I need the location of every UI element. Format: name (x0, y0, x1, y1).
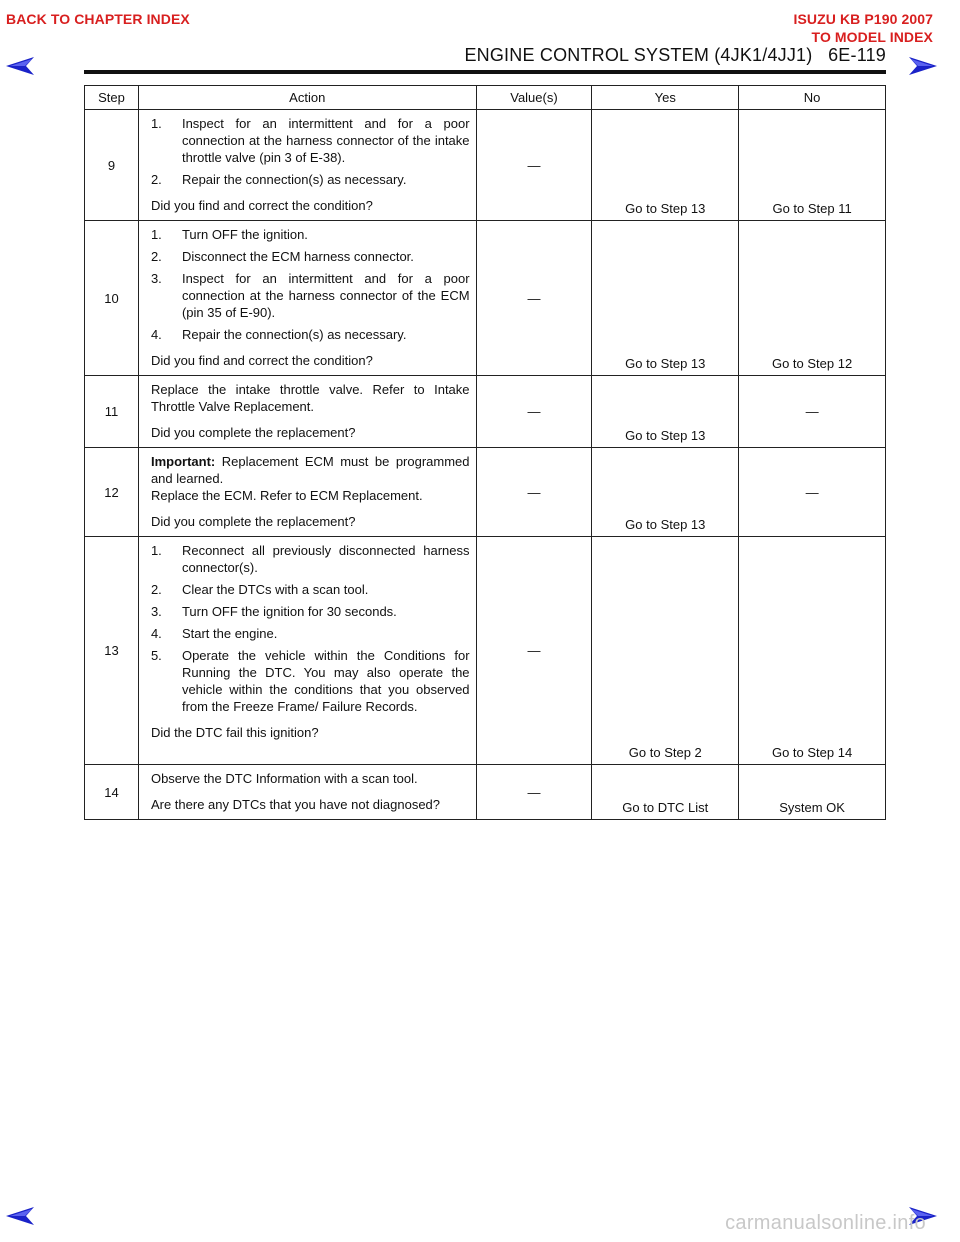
table-header-row (85, 86, 886, 110)
previous-page-arrow-icon[interactable] (4, 55, 36, 77)
step-number: 10 (85, 221, 139, 376)
action-item: 5. Operate the vehicle within the Conditions for Running the DTC. You may also operate the vehicle within the conditions that you observed from the Freeze Frame/ Failure Records. (150, 648, 470, 714)
action-question: Did you find and correct the condition? (150, 353, 373, 368)
action-list (151, 115, 470, 188)
important-note (151, 453, 470, 487)
step-number: 12 (85, 448, 139, 537)
table-row (85, 376, 886, 448)
action-question: Did you complete the replacement? (150, 425, 356, 440)
watermark: carmanualsonline.info (725, 1212, 926, 1234)
page-header (84, 45, 886, 66)
no-cell: — (739, 448, 886, 537)
important-label: Important: (150, 454, 216, 469)
table-row (85, 110, 886, 221)
back-to-chapter-index-link[interactable]: BACK TO CHAPTER INDEX (6, 11, 190, 27)
step-number: 14 (85, 765, 139, 820)
table-row (85, 765, 886, 820)
column-header-step: Step (85, 86, 139, 110)
step-number: 11 (85, 376, 139, 448)
action-cell (138, 448, 476, 537)
action-item: 2. Disconnect the ECM harness connector. (150, 249, 414, 264)
value-cell: — (476, 765, 592, 820)
action-item: 3. Turn OFF the ignition for 30 seconds. (150, 604, 397, 619)
no-cell: Go to Step 14 (739, 537, 886, 765)
header-rule (84, 70, 886, 74)
to-model-index-link[interactable]: TO MODEL INDEX (811, 29, 933, 45)
yes-cell: Go to Step 13 (592, 110, 739, 221)
page-number: 6E-119 (828, 45, 886, 65)
action-question: Did you complete the replacement? (150, 514, 356, 529)
yes-cell: Go to DTC List (592, 765, 739, 820)
yes-cell: Go to Step 13 (592, 448, 739, 537)
action-question: Did the DTC fail this ignition? (150, 725, 319, 740)
action-item: 4. Repair the connection(s) as necessary. (150, 327, 407, 342)
action-item: 2. Repair the connection(s) as necessary. (150, 172, 407, 187)
value-cell: — (476, 376, 592, 448)
action-text: Observe the DTC Information with a scan tool. (150, 771, 418, 786)
action-cell (138, 221, 476, 376)
action-text: Replace the ECM. Refer to ECM Replacement. (150, 488, 423, 503)
column-header-yes: Yes (592, 86, 739, 110)
step-number: 9 (85, 110, 139, 221)
action-item: 1. Turn OFF the ignition. (150, 227, 308, 242)
important-text: Replacement ECM must be programmed and learned. (150, 454, 470, 486)
value-cell: — (476, 221, 592, 376)
action-cell (138, 537, 476, 765)
action-text: Replace the intake throttle valve. Refer to Intake Throttle Valve Replacement. (150, 382, 470, 414)
action-cell (138, 376, 476, 448)
action-cell (138, 110, 476, 221)
action-item: 1. Inspect for an intermittent and for a poor connection at the harness connector of the intake throttle valve (pin 3 of E-38). (150, 116, 470, 165)
action-item: 2. Clear the DTCs with a scan tool. (150, 582, 369, 597)
table-row (85, 221, 886, 376)
action-question: Are there any DTCs that you have not diagnosed? (150, 797, 441, 812)
no-cell: System OK (739, 765, 886, 820)
value-cell: — (476, 448, 592, 537)
section-title: ENGINE CONTROL SYSTEM (4JK1/4JJ1) (464, 45, 813, 65)
value-cell: — (476, 537, 592, 765)
action-question: Did you find and correct the condition? (150, 198, 373, 213)
step-number: 13 (85, 537, 139, 765)
yes-cell: Go to Step 13 (592, 221, 739, 376)
previous-page-arrow-icon[interactable] (4, 1205, 36, 1227)
column-header-values: Value(s) (476, 86, 592, 110)
table-row (85, 448, 886, 537)
action-item: 4. Start the engine. (150, 626, 278, 641)
action-cell (138, 765, 476, 820)
action-item: 1. Reconnect all previously disconnected harness connector(s). (150, 543, 470, 575)
action-list (151, 226, 470, 343)
column-header-action: Action (138, 86, 476, 110)
model-title-link[interactable]: ISUZU KB P190 2007 (793, 11, 933, 27)
action-list (151, 542, 470, 715)
no-cell: — (739, 376, 886, 448)
action-item: 3. Inspect for an intermittent and for a poor connection at the harness connector of the ECM (pin 35 of E-90). (150, 271, 470, 320)
no-cell: Go to Step 12 (739, 221, 886, 376)
column-header-no: No (739, 86, 886, 110)
no-cell: Go to Step 11 (739, 110, 886, 221)
table-row (85, 537, 886, 765)
yes-cell: Go to Step 13 (592, 376, 739, 448)
diagnostic-steps-table (84, 85, 886, 820)
yes-cell: Go to Step 2 (592, 537, 739, 765)
value-cell: — (476, 110, 592, 221)
next-page-arrow-icon[interactable] (907, 55, 939, 77)
